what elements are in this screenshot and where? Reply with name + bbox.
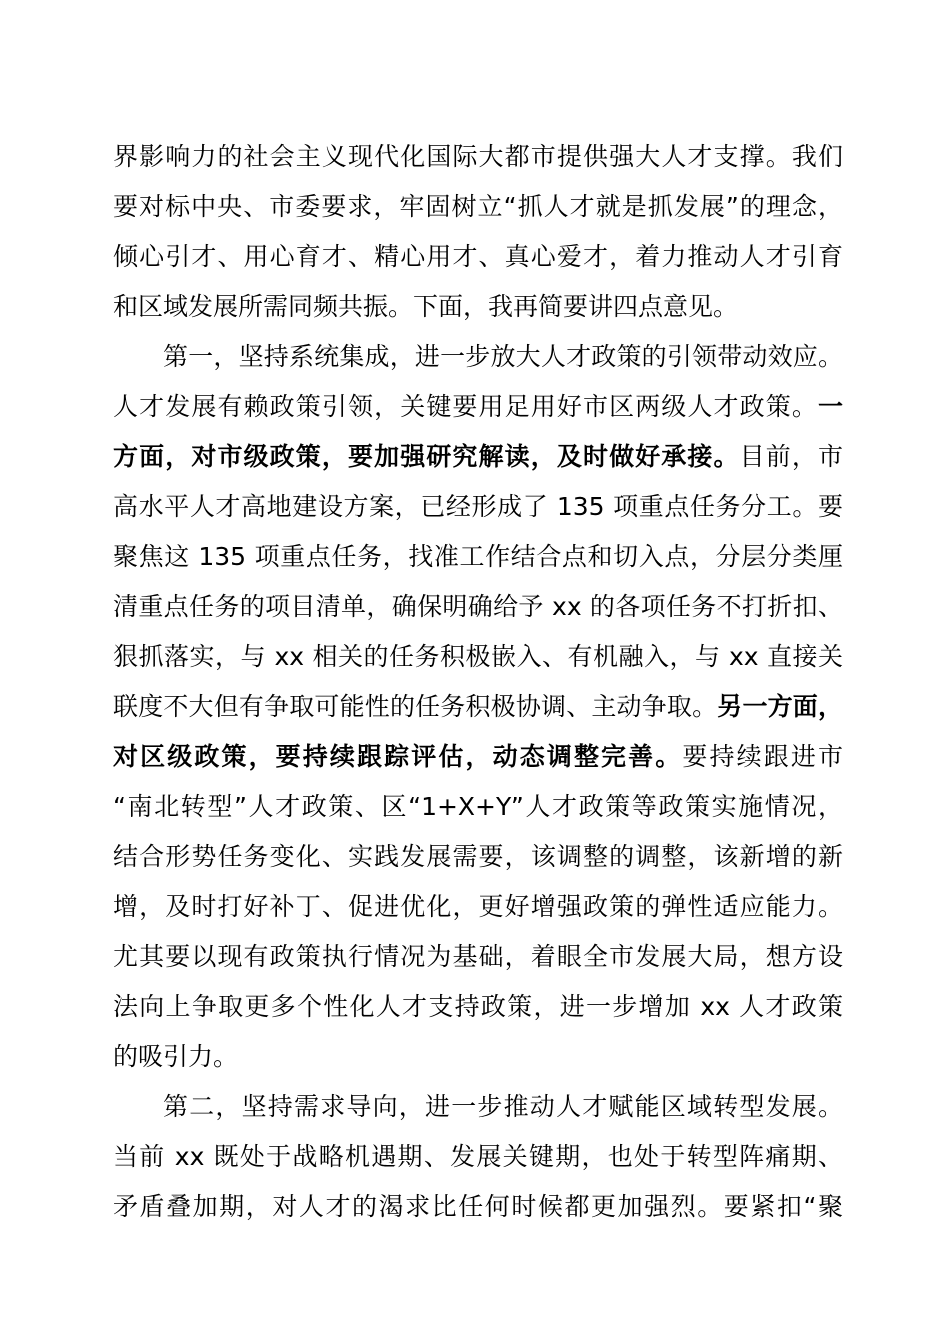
text-line	[113, 182, 843, 232]
text-segment: “南北转型”人才政策、区“1+X+Y”人才政策等政策实施情况，	[113, 792, 843, 821]
bold-text-segment: 方面，对市级政策，要加强研究解读，及时做好承接。	[113, 442, 740, 471]
text-segment: 要对标中央、市委要求，牢固树立“抓人才就是抓发展”的理念，	[113, 192, 843, 221]
text-segment: 尤其要以现有政策执行情况为基础，着眼全市发展大局，想方设	[113, 942, 843, 971]
text-line	[113, 432, 843, 482]
text-segment: 要持续跟进市	[682, 742, 843, 771]
text-line	[113, 1032, 843, 1082]
text-segment: 增，及时打好补丁、促进优化，更好增强政策的弹性适应能力。	[113, 892, 843, 921]
text-segment: 人才发展有赖政策引领，关键要用足用好市区两级人才政策。	[113, 392, 818, 421]
text-segment: 界影响力的社会主义现代化国际大都市提供强大人才支撑。我们	[113, 142, 843, 171]
text-segment: 法向上争取更多个性化人才支持政策，进一步增加 xx 人才政策	[113, 992, 843, 1021]
text-line	[113, 782, 843, 832]
text-segment: 高水平人才高地建设方案，已经形成了 135 项重点任务分工。要	[113, 492, 843, 521]
text-line	[113, 232, 843, 282]
text-line	[113, 982, 843, 1032]
bold-text-segment: 一	[817, 392, 843, 421]
text-line	[113, 382, 843, 432]
text-line	[113, 532, 843, 582]
text-segment: 聚焦这 135 项重点任务，找准工作结合点和切入点，分层分类厘	[113, 542, 843, 571]
text-segment: 第一，坚持系统集成，进一步放大人才政策的引领带动效应。	[163, 342, 843, 371]
text-line	[113, 932, 843, 982]
section-heading-line	[113, 332, 843, 382]
bold-text-segment: 对区级政策，要持续跟踪评估，动态调整完善。	[113, 742, 683, 771]
text-line	[113, 282, 843, 332]
text-line	[113, 632, 843, 682]
text-segment: 当前 xx 既处于战略机遇期、发展关键期，也处于转型阵痛期、	[113, 1142, 843, 1171]
text-segment: 矛盾叠加期，对人才的渴求比任何时候都更加强烈。要紧扣“聚	[113, 1192, 843, 1221]
text-segment: 倾心引才、用心育才、精心用才、真心爱才，着力推动人才引育	[113, 242, 843, 271]
text-segment: 结合形势任务变化、实践发展需要，该调整的调整，该新增的新	[113, 842, 843, 871]
text-segment: 的吸引力。	[113, 1042, 239, 1071]
text-segment: 联度不大但有争取可能性的任务积极协调、主动争取。	[113, 692, 718, 721]
text-line	[113, 1132, 843, 1182]
text-line	[113, 1182, 843, 1232]
text-line	[113, 582, 843, 632]
text-line	[113, 732, 843, 782]
text-segment: 第二，坚持需求导向，进一步推动人才赋能区域转型发展。	[163, 1092, 843, 1121]
text-segment: 清重点任务的项目清单，确保明确给予 xx 的各项任务不打折扣、	[113, 592, 843, 621]
text-line	[113, 132, 843, 182]
bold-text-segment: 另一方面，	[717, 692, 843, 721]
text-line	[113, 482, 843, 532]
text-line	[113, 882, 843, 932]
text-line	[113, 682, 843, 732]
text-segment: 目前，市	[739, 442, 843, 471]
body-text	[113, 132, 843, 1232]
text-segment: 和区域发展所需同频共振。下面，我再简要讲四点意见。	[113, 292, 739, 321]
text-line	[113, 832, 843, 882]
text-segment: 狠抓落实，与 xx 相关的任务积极嵌入、有机融入，与 xx 直接关	[113, 642, 843, 671]
section-heading-line	[113, 1082, 843, 1132]
